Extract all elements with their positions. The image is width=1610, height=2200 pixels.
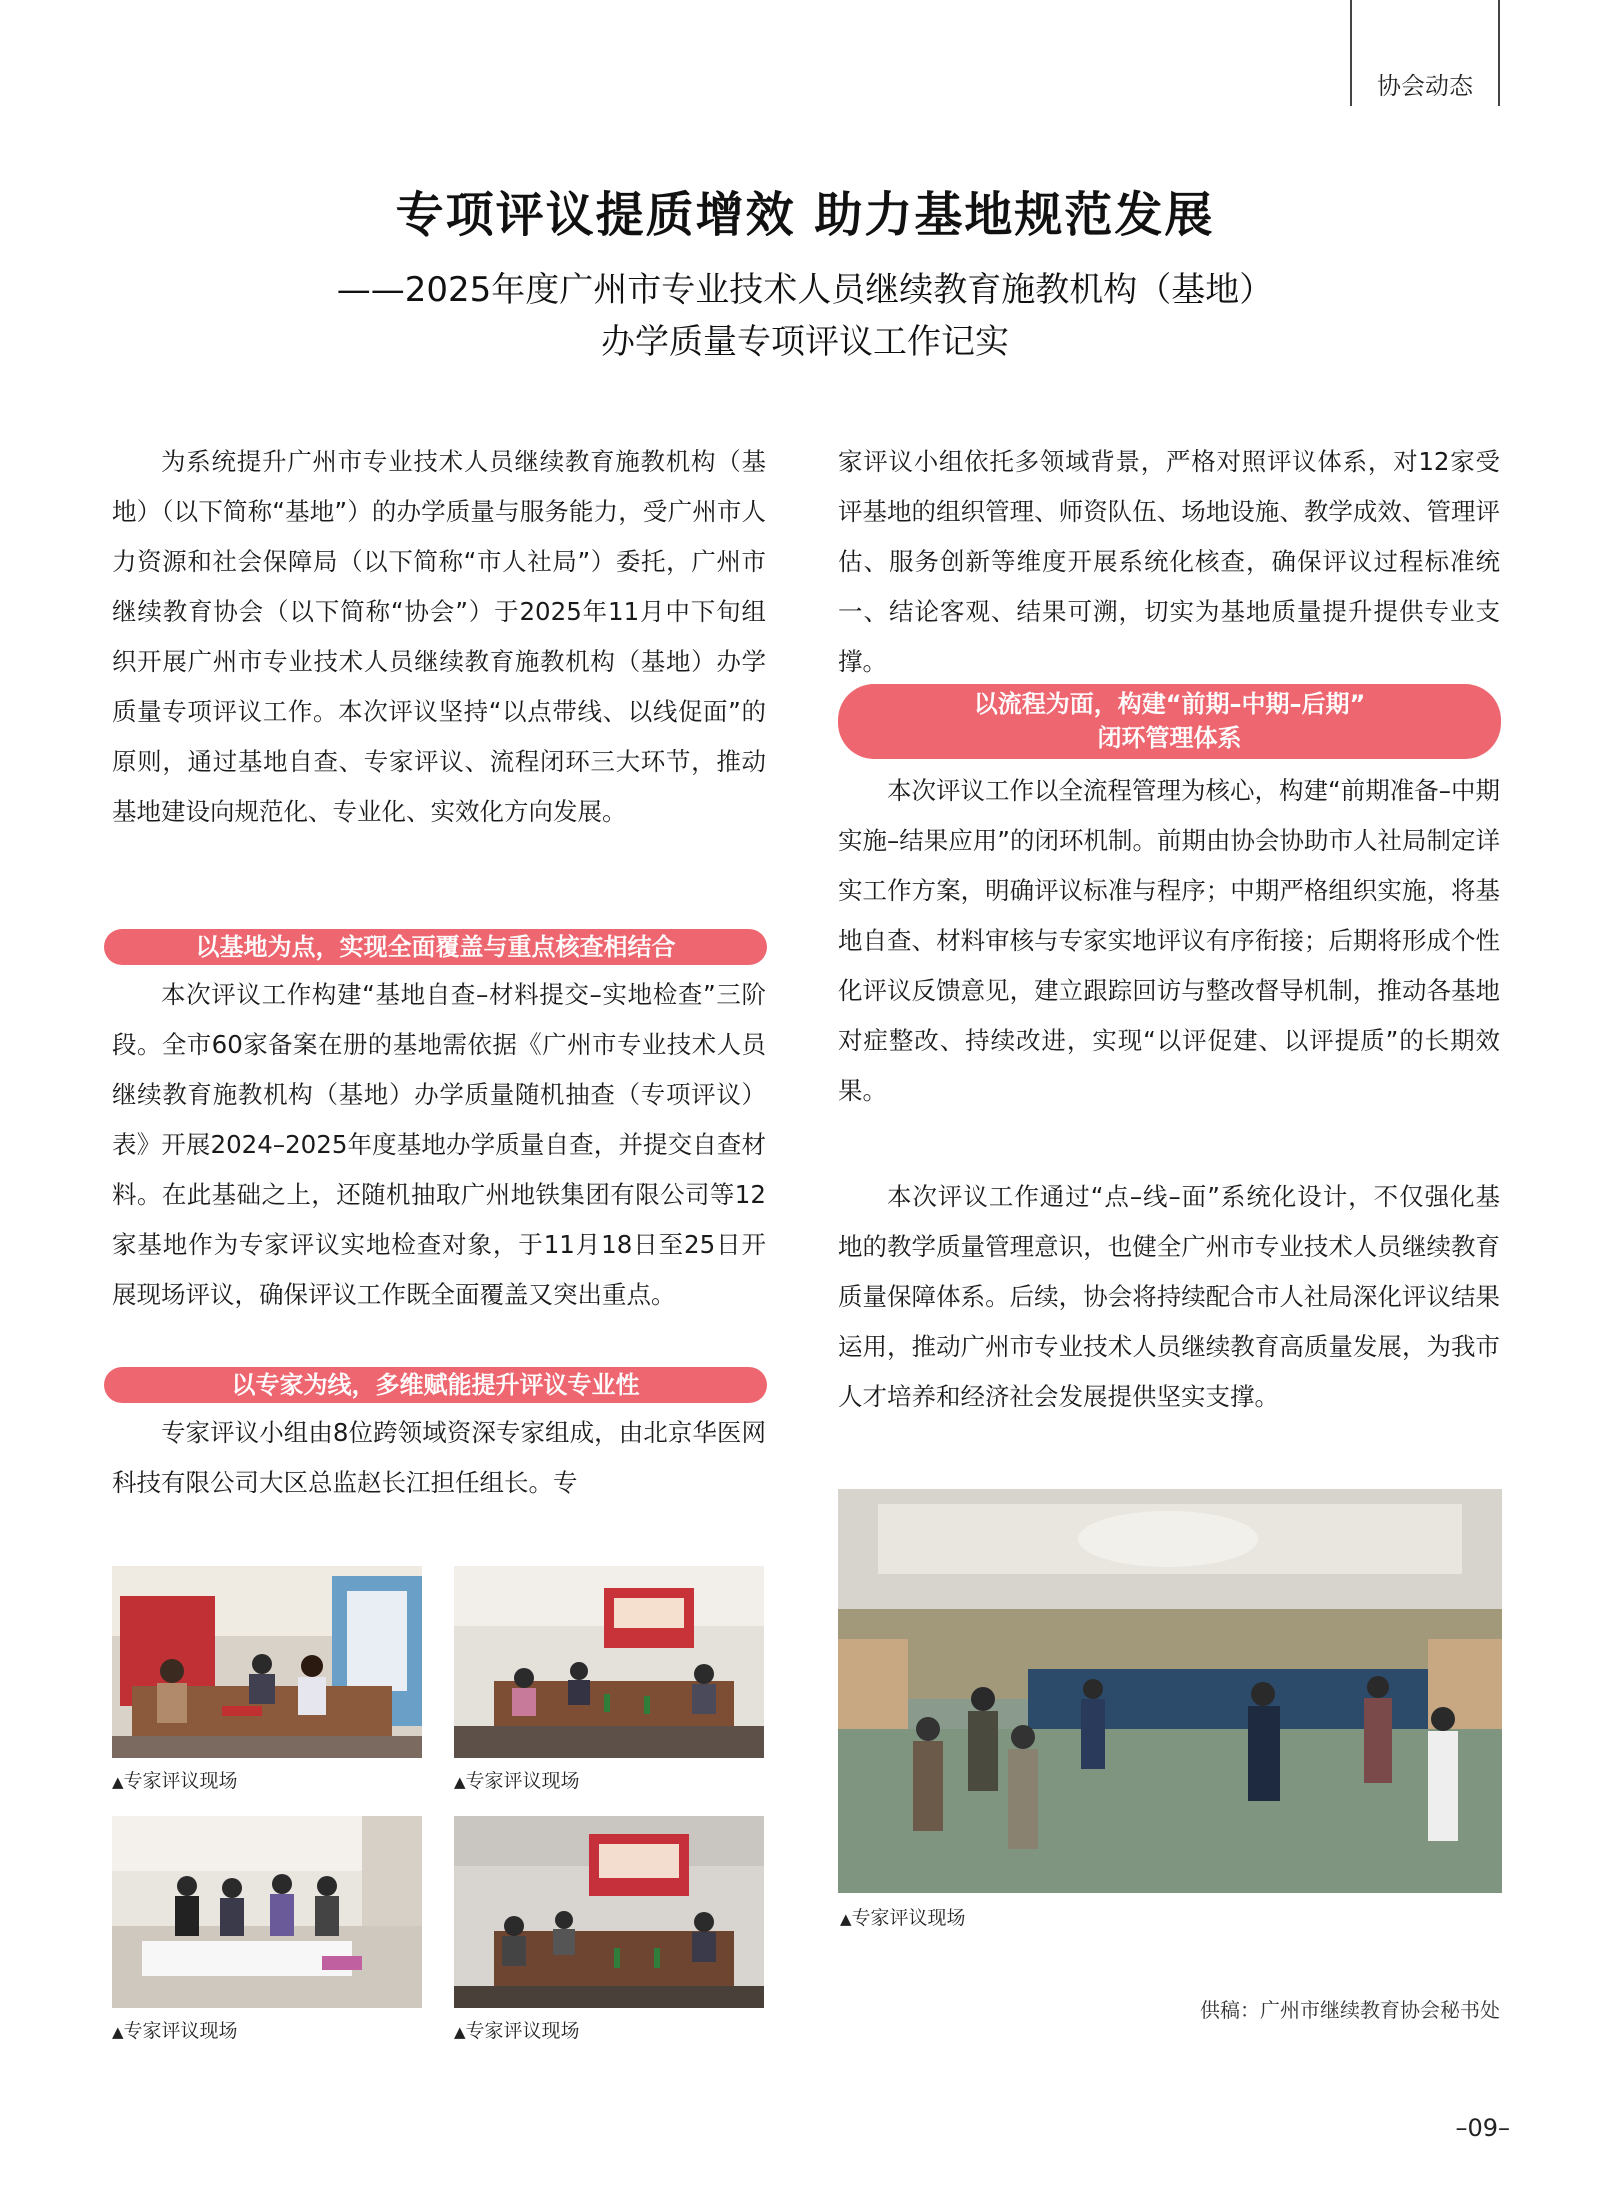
triangle-marker-icon: ▲: [454, 1773, 466, 1791]
photo-caption-1: ▲专家评议现场: [112, 1770, 238, 1792]
section2-body: [112, 1408, 766, 1508]
section1-heading: 以基地为点，实现全面覆盖与重点核查相结合: [104, 929, 767, 965]
section2-heading: 以专家为线，多维赋能提升评议专业性: [104, 1367, 767, 1403]
closing-text: 本次评议工作通过“点–线–面”系统化设计，不仅强化基地的教学质量管理意识，也健全广州市专业技术人员继续教育质量保障体系。后续，协会将持续配合市人社局深化评议结果运用，推动广州市专业技术人员继续教育高质量发展，为我市人才培养和经济社会发展提供坚实支撑。: [838, 1182, 1500, 1411]
section2-text: 专家评议小组由8位跨领域资深专家组成，由北京华医网科技有限公司大区总监赵长江担任组长。专: [112, 1418, 766, 1497]
section2-continued-body: [838, 437, 1500, 677]
section3-heading-line2: 闭环管理体系: [1097, 724, 1242, 752]
header-divider-right: [1498, 0, 1500, 106]
section3-heading: [838, 684, 1501, 759]
photo-caption-2: ▲专家评议现场: [454, 1770, 580, 1792]
section1-text: 本次评议工作构建“基地自查–材料提交–实地检查”三阶段。全市60家备案在册的基地需依据《广州市专业技术人员继续教育施教机构（基地）办学质量随机抽查（专项评议）表》开展2024–2025年度基地办学质量自查，并提交自查材料。在此基础之上，还随机抽取广州地铁集团有限公司等12家基地作为专家评议实地检查对象，于11月18日至25日开展现场评议，确保评议工作既全面覆盖又突出重点。: [112, 980, 766, 1309]
article-subtitle-line2: 办学质量专项评议工作记实: [601, 322, 1009, 362]
page-number: –09–: [1455, 2114, 1510, 2142]
photo-caption-3: ▲专家评议现场: [112, 2020, 238, 2042]
photo-inspection-1: [112, 1816, 422, 2008]
article-subtitle-line1: ——2025年度广州市专业技术人员继续教育施教机构（基地）: [336, 270, 1274, 310]
article-title: 专项评议提质增效 助力基地规范发展: [395, 187, 1215, 243]
section3-heading-line1: 以流程为面，构建“前期–中期–后期”: [973, 690, 1366, 718]
triangle-marker-icon: ▲: [840, 1910, 852, 1928]
intro-paragraph: [112, 437, 766, 925]
photo-meeting-1: [112, 1566, 422, 1758]
triangle-marker-icon: ▲: [112, 1773, 124, 1791]
section2-continued-text: 家评议小组依托多领域背景，严格对照评议体系，对12家受评基地的组织管理、师资队伍、场地设施、教学成效、管理评估、服务创新等维度开展系统化核查，确保评议过程标准统一、结论客观、结果可溯，切实为基地质量提升提供专业支撑。: [838, 447, 1500, 676]
section3-text: 本次评议工作以全流程管理为核心，构建“前期准备–中期实施–结果应用”的闭环机制。前期由协会协助市人社局制定详实工作方案，明确评议标准与程序；中期严格组织实施，将基地自查、材料审核与专家实地评议有序衔接；后期将形成个性化评议反馈意见，建立跟踪回访与整改督导机制，推动各基地对症整改、持续改进，实现“以评促建、以评提质”的长期效果。: [838, 776, 1500, 1105]
section1-body: [112, 970, 766, 1366]
intro-text: 为系统提升广州市专业技术人员继续教育施教机构（基地）（以下简称“基地”）的办学质量与服务能力，受广州市人力资源和社会保障局（以下简称“市人社局”）委托，广州市继续教育协会（以下简称“协会”）于2025年11月中下旬组织开展广州市专业技术人员继续教育施教机构（基地）办学质量专项评议工作。本次评议坚持“以点带线、以线促面”的原则，通过基地自查、专家评议、流程闭环三大环节，推动基地建设向规范化、专业化、实效化方向发展。: [112, 447, 766, 826]
closing-body: [838, 1172, 1500, 1462]
photo-meeting-3: [454, 1816, 764, 2008]
photo-caption-5: ▲专家评议现场: [840, 1907, 966, 1929]
photo-auditorium: [838, 1489, 1502, 1893]
photo-meeting-2: [454, 1566, 764, 1758]
section-tab: 协会动态: [1377, 72, 1473, 100]
triangle-marker-icon: ▲: [112, 2023, 124, 2041]
triangle-marker-icon: ▲: [454, 2023, 466, 2041]
photo-caption-4: ▲专家评议现场: [454, 2020, 580, 2042]
section3-body: [838, 766, 1500, 1166]
article-credit: 供稿：广州市继续教育协会秘书处: [1200, 1998, 1500, 2022]
